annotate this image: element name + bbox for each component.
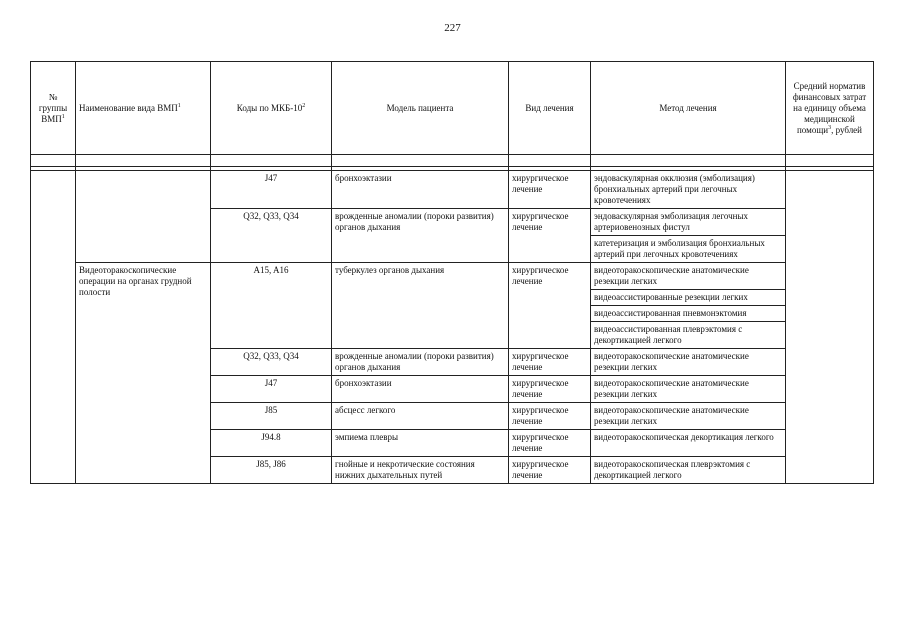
page-number: 227 — [444, 22, 461, 34]
code-cell: J85 — [211, 403, 332, 430]
header-method: Метод лечения — [591, 62, 786, 155]
vmp-table — [30, 61, 874, 484]
name-cell: Видеоторакоскопические операции на органах грудной полости — [76, 263, 211, 484]
treatment-cell: хирургическое лечение — [509, 349, 591, 376]
code-cell: J47 — [211, 171, 332, 209]
code-cell: Q32, Q33, Q34 — [211, 349, 332, 376]
model-cell: абсцесс легкого — [332, 403, 509, 430]
model-cell: бронхоэктазии — [332, 376, 509, 403]
treatment-cell: хирургическое лечение — [509, 171, 591, 209]
model-cell: туберкулез органов дыхания — [332, 263, 509, 349]
table-row — [31, 171, 874, 209]
method-cell: эндоваскулярная эмболизация легочных артериовенозных фистул — [591, 209, 786, 236]
treatment-cell: хирургическое лечение — [509, 263, 591, 349]
header-name: Наименование вида ВМП$^1$ — [76, 62, 211, 155]
method-cell: видеоторакоскопическая декортикация легкого — [591, 430, 786, 457]
model-cell: бронхоэктазии — [332, 171, 509, 209]
header-row — [31, 62, 874, 155]
treatment-cell: хирургическое лечение — [509, 376, 591, 403]
method-cell: видеоассистированная плеврэктомия с декортикацией легкого — [591, 322, 786, 349]
model-cell: эмпиема плевры — [332, 430, 509, 457]
method-cell: видеоассистированная пневмонэктомия — [591, 306, 786, 322]
header-cost: Средний норматив финансовых затрат на единицу объема медицинской помощи$^3$, рублей — [786, 62, 874, 155]
method-cell: катетеризация и эмболизация бронхиальных артерий при легочных кровотечениях — [591, 236, 786, 263]
header-codes: Коды по МКБ-$10^2$ — [211, 62, 332, 155]
code-cell: A15, A16 — [211, 263, 332, 349]
treatment-cell: хирургическое лечение — [509, 457, 591, 484]
treatment-cell: хирургическое лечение — [509, 403, 591, 430]
treatment-cell: хирургическое лечение — [509, 430, 591, 457]
method-cell: эндоваскулярная окклюзия (эмболизация) бронхиальных артерий при легочных кровотечениях — [591, 171, 786, 209]
model-cell: врожденные аномалии (пороки развития) органов дыхания — [332, 209, 509, 263]
treatment-cell: хирургическое лечение — [509, 209, 591, 263]
method-cell: видеоторакоскопические анатомические резекции легких — [591, 349, 786, 376]
code-cell: Q32, Q33, Q34 — [211, 209, 332, 263]
method-cell: видеоторакоскопические анатомические резекции легких — [591, 376, 786, 403]
method-cell: видеоассистированные резекции легких — [591, 290, 786, 306]
model-cell: гнойные и некротические состояния нижних дыхательных путей — [332, 457, 509, 484]
header-treatment: Вид лечения — [509, 62, 591, 155]
code-cell: J94.8 — [211, 430, 332, 457]
column-number-row — [31, 155, 874, 167]
method-cell: видеоторакоскопическая плеврэктомия с декортикацией легкого — [591, 457, 786, 484]
cost-cell — [786, 171, 874, 484]
code-cell: J85, J86 — [211, 457, 332, 484]
header-group: № группы ВМП$^1$ — [31, 62, 76, 155]
method-cell: видеоторакоскопические анатомические резекции легких — [591, 263, 786, 290]
table-row — [31, 263, 874, 290]
model-cell: врожденные аномалии (пороки развития) органов дыхания — [332, 349, 509, 376]
header-model: Модель пациента — [332, 62, 509, 155]
group-cell — [31, 171, 76, 484]
code-cell: J47 — [211, 376, 332, 403]
name-cell — [76, 171, 211, 263]
method-cell: видеоторакоскопические анатомические резекции легких — [591, 403, 786, 430]
